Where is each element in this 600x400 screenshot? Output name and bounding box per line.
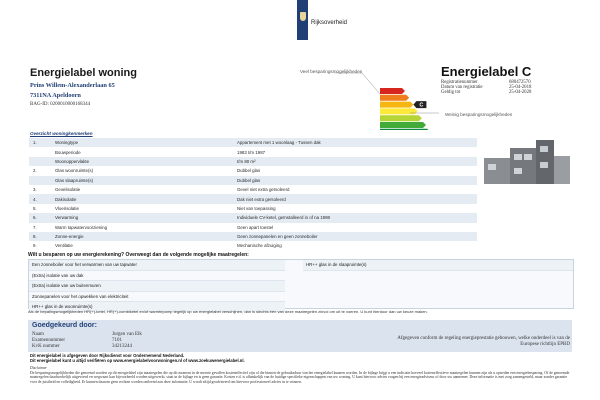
table-row (29, 185, 477, 194)
advice-item: (Extra) isolatie van uw buitenmuren (29, 281, 285, 292)
approval-value: 34213244 (112, 344, 132, 349)
advice-item: Zonnepanelen voor het opwekken van elektriciteit (29, 292, 285, 303)
row-name: Warm tapwatervoorziening (55, 224, 108, 230)
row-value: Geen zonnepanelen en geen zonneboiler (233, 232, 477, 241)
house-block-left (484, 158, 510, 184)
advice-box (28, 259, 574, 309)
label-band (380, 122, 426, 128)
active-class-letter: C (419, 102, 424, 109)
row-name: Zonne-energie (51, 232, 233, 241)
info-line-1: Dit energielabel is afgegeven door Rijksdienst voor Ondernemend Nederland. (30, 353, 185, 358)
house-illustration (482, 138, 574, 188)
row-value: t/m 80 m² (233, 157, 477, 166)
overview-heading: Overzicht woningkenmerken (30, 131, 93, 136)
approval-title: Goedgekeurd door: (32, 322, 97, 329)
table-row (29, 147, 477, 156)
table-row (29, 157, 477, 166)
table-row (29, 241, 477, 250)
advice-item: (Extra) isolatie van uw dak (29, 271, 285, 282)
registration-row (441, 90, 531, 95)
table-row (29, 176, 477, 185)
row-value: Niet van toepassing (237, 205, 276, 211)
house-window (488, 164, 496, 170)
registration-key: Geldig tot (441, 90, 461, 95)
row-value: Individuele CV-ketel, geïnstalleerd in of na 1998 (233, 213, 477, 222)
registration-key: Registratienummer (441, 80, 478, 85)
row-number: 5. (33, 205, 37, 211)
house-window (524, 154, 532, 160)
house-window (540, 162, 548, 168)
info-line-2: Dit energielabel kunt u altijd verifiëren op www.energielabelvoorwoningen.nl of www.zoekuwenergielabel.nl. (30, 358, 245, 363)
table-row (29, 138, 477, 147)
label-band (380, 95, 409, 101)
row-number: 6. (29, 213, 51, 222)
row-value: Gevel niet extra geïsoleerd (237, 187, 290, 193)
label-band (380, 108, 418, 114)
row-name: Woningtype (51, 138, 233, 147)
registration-value: 25-04-2028 (509, 90, 532, 95)
approval-value: Jurgen van Elk (112, 332, 142, 337)
registration-key: Datum van registratie (441, 85, 483, 90)
label-band (380, 115, 422, 121)
label-top-caption: Veel besparingsmogelijkheden (300, 69, 363, 74)
address-line-1: Prins Willem-Alexanderlaan 65 (30, 82, 115, 89)
table-row (29, 213, 477, 222)
row-value: Dak niet extra geïsoleerd (233, 194, 477, 203)
approval-value: 7101 (112, 338, 122, 343)
registration-value: 680472570 (509, 80, 531, 85)
row-name: Gevelisolatie (55, 187, 81, 193)
row-value: Dubbel glas (237, 168, 261, 174)
row-name: Verwarming (51, 213, 233, 222)
approval-key: Examennummer (32, 338, 66, 343)
table-row (29, 223, 477, 232)
energy-label-graphic (262, 60, 442, 130)
approval-key: Naam (32, 332, 44, 337)
label-bands (380, 88, 430, 130)
row-value: Mechanische afzuiging (237, 243, 282, 249)
row-name: Woonoppervlakte (51, 157, 233, 166)
top-caption-leader-diagonal (362, 73, 380, 94)
registration-block (441, 80, 531, 95)
house-block-far-right (554, 156, 570, 184)
document-title: Energielabel woning (30, 67, 137, 79)
note-text: Als de bepalingsmogelijkheden HR(+)-ketel, HR(+)-combiketel en/of warmtepomp tegelijk op uw energielabel verschijnen, dan is slechts één van deze maatregelen zinvol om uit te voeren. U kunt hierdoor dan uw keuze maken. (28, 309, 428, 314)
row-value: Geen apart toestel (237, 224, 274, 230)
row-number (29, 157, 51, 166)
label-band (380, 88, 405, 94)
advice-right-list (303, 260, 573, 271)
row-value: 1983 t/m 1987 (237, 149, 266, 155)
row-number: 2. (33, 168, 37, 174)
house-window (514, 168, 522, 174)
advice-item: HR++ glas in de slaapruimte(s) (303, 260, 573, 271)
row-number: 3. (33, 187, 37, 193)
house-window (514, 154, 522, 160)
advice-question: Wilt u besparen op uw energierekening? Overweegt dan de volgende mogelijke maatregelen: (28, 252, 249, 258)
label-band (380, 129, 430, 130)
label-class-title: Energielabel C (441, 64, 532, 79)
row-number: 1. (29, 138, 51, 147)
approval-description: Afgegeven conform de regeling energieprestatie gebouwen, welke onderdeel is van de Europese richtlijn EPBD (397, 336, 570, 347)
table-row (29, 204, 477, 213)
advice-item: Een zonneboiler voor het verwarmen van uw tapwater (29, 260, 285, 271)
label-band (380, 102, 413, 108)
label-bottom-caption: Weinig besparingsmogelijkheden (445, 112, 513, 117)
logo-text: Rijksoverheid (311, 20, 348, 26)
disclaimer-text: De besparingsmogelijkheden die genoemd worden op dit energielabel zijn maatregelen die op dit moment in de meeste gevallen kosteneffectief zijn of die binnen de gebruiksduur van het energielabel kunnen worden. In de bijlage krijgt u een indicatie hoeveel kosteneffectieve maatregelen kunnen zijn als u optreden een energiebesparing. Of de genoemde maatregelen daadwerkelijk uitgevoerd en wegwaart kan bijvoorbeeld worden uitgewerkt, staat in de bijlage en is geen garantie. Kosten e.d. is afhankelijk van de huidige specifieke eigenschappen van uw woning. U kunt hiervoor advies vragen bij een energieadviseur of door uw aannemer. Deze informatie is met zorg samengesteld, maar zonder garantie voor de juistheid en volledigheid. Er kunnen daarom geen rechten worden ontleend aan deze informatie. U wordt altijd geadviseerd om hiervoor professioneel advies in te winnen. (30, 370, 570, 384)
row-number: 9. (33, 243, 37, 249)
row-name: Vloerisolatie (55, 205, 79, 211)
row-number (29, 147, 51, 156)
row-number (29, 176, 51, 185)
advice-left-list (29, 260, 285, 312)
disclaimer-heading: Disclaimer (30, 366, 47, 370)
row-name: Ventilatie (55, 243, 73, 249)
approval-key: KvK nummer (32, 344, 60, 349)
registration-value: 25-04-2018 (509, 85, 532, 90)
row-number: 4. (29, 194, 51, 203)
row-name: Bouwperiode (55, 149, 81, 155)
row-number: 8. (29, 232, 51, 241)
row-name: Glas slaapruimte(s) (51, 176, 233, 185)
disclaimer (30, 366, 572, 384)
overview-table (29, 138, 477, 251)
advice-item: HR++ glas in de woonruimte(s) (29, 302, 285, 312)
table-row (29, 232, 477, 241)
row-name: Glas woonruimte(s) (55, 168, 94, 174)
house-window (540, 146, 548, 152)
row-name: Dakisolatie (51, 194, 233, 203)
address-line-2: 7311NA Apeldoorn (30, 92, 81, 99)
row-value: Appartement met 1 woonlaag - Tussen dak (233, 138, 477, 147)
crest-icon (300, 12, 306, 21)
table-row (29, 194, 477, 203)
table-row (29, 166, 477, 175)
row-value: Dubbel glas (233, 176, 477, 185)
row-number: 7. (33, 224, 37, 230)
bag-id: BAG-ID: 0200010000168344 (30, 102, 91, 107)
house-block-middle (510, 148, 536, 184)
